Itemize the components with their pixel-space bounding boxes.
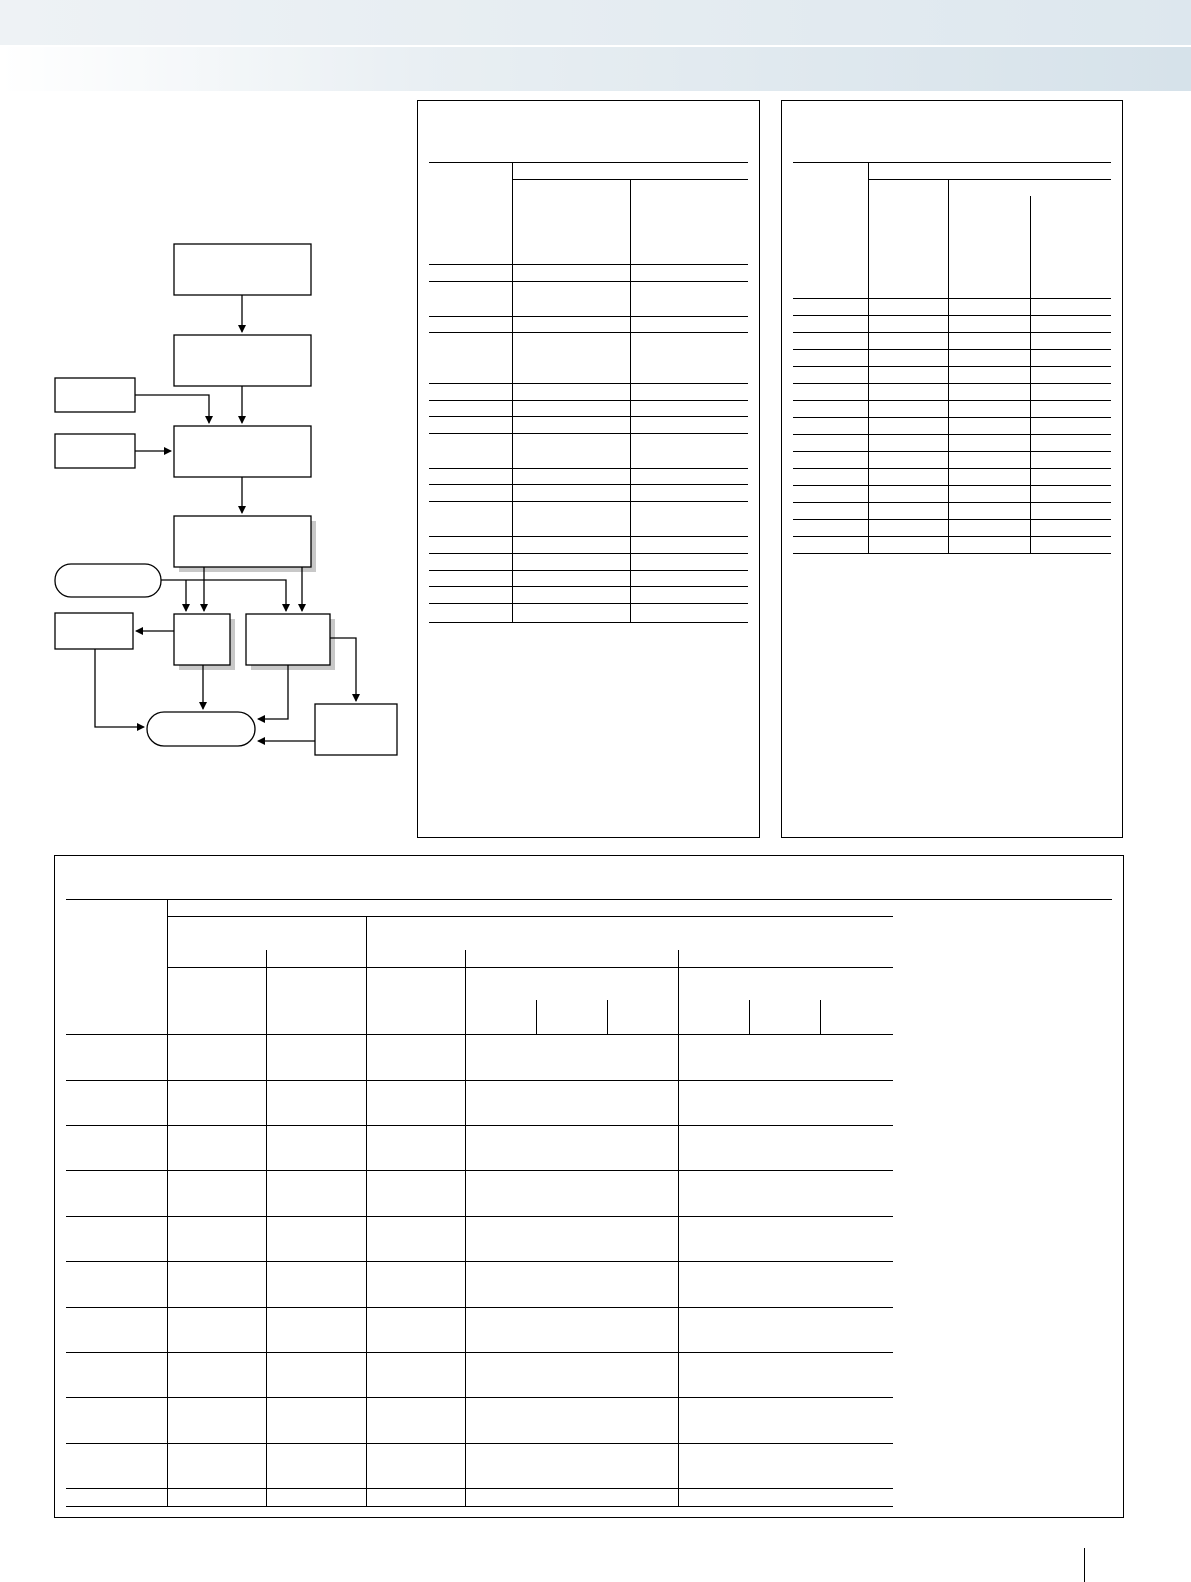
table-b-panel — [781, 100, 1123, 838]
flowchart — [0, 0, 410, 800]
table-c-panel — [54, 855, 1124, 1518]
flow-branch-left — [55, 613, 133, 649]
flow-source-oval — [55, 564, 161, 597]
flow-block-3 — [174, 426, 311, 477]
flow-block-2 — [174, 335, 311, 386]
flow-branch-far — [315, 704, 397, 755]
flow-branch-right — [246, 614, 330, 665]
flow-branch-mid — [174, 614, 230, 665]
footer-divider — [1084, 1548, 1085, 1582]
flow-input-b — [55, 434, 135, 468]
table-a-panel — [417, 100, 760, 838]
flow-block-4 — [174, 516, 311, 567]
flow-input-a — [55, 378, 135, 412]
flow-result-oval — [147, 712, 255, 746]
flow-block-1 — [174, 244, 311, 295]
